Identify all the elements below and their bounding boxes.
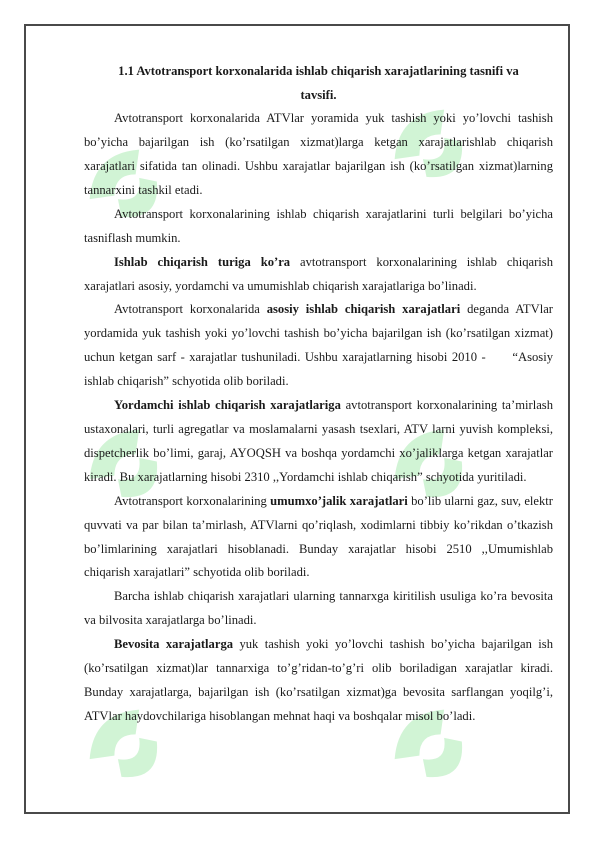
paragraph-4-text-a: Avtotransport korxonalarida xyxy=(114,302,267,317)
paragraph-6 xyxy=(84,490,553,586)
paragraph-5 xyxy=(84,394,553,490)
title-line-1: 1.1 Avtotransport korxonalarida ishlab chiqarish xarajatlarining tasnifi va xyxy=(118,64,519,78)
paragraph-2: Avtotransport korxonalarining ishlab chiqarish xarajatlarini turli belgilari bo’yicha tasniflash mumkin. xyxy=(84,206,553,245)
paragraph-4-text-b: deganda ATVlar yordamida yuk tashish yoki yo’lovchi tashish bo’yicha bajarilgan ish (ko’rsatilgan xizmat) uchun ketgan sarf - xarajatlar tushuniladi. Ushbu xarajatlarning hisobi 2010 - “Asosiy ishlab chiqarish” schyotida olib boriladi. xyxy=(84,302,557,389)
paragraph-4 xyxy=(84,298,557,394)
paragraph-7: Barcha ishlab chiqarish xarajatlari ularning tannarxga kiritilish usuliga ko’ra bevosita va bilvosita xarajatlarga bo’linadi. xyxy=(84,589,553,628)
title-line-2: tavsifi. xyxy=(300,87,337,102)
paragraph-1: Avtotransport korxonalarida ATVlar yoramida yuk tashish yoki yo’lovchi tashish bo’yicha bajarilgan ish (ko’rsatilgan xizmat)larga ketgan xarajatlarishlab chiqarish xarajatlari sifatida tan olinadi. Ushbu xarajatlar bajarilgan ish (ko’rsatilgan xizmat)larning tannarxini tashkil etadi. xyxy=(84,111,553,197)
document-body xyxy=(84,60,557,729)
paragraph-5-text: avtotransport korxonalarining ta’mirlash ustaxonalari, turli agregatlar va moslamalarni yasash tsexlari, ATV larni yuvish kompleksi, dispetcherlik bo’limi, garaj, AYOQSH va boshqa yordamchi xo’jaliklarga ketgan xarajatlar kiradi. Bu xarajatlarning hisobi 2310 ,,Yordamchi ishlab chiqarish” schyotida yuritiladi. xyxy=(84,398,553,484)
paragraph-6-bold: umumxo’jalik xarajatlari xyxy=(270,493,408,508)
section-title xyxy=(84,60,553,107)
paragraph-4-bold: asosiy ishlab chiqarish xarajatlari xyxy=(266,302,461,317)
paragraph-8-bold: Bevosita xarajatlarga xyxy=(114,637,234,652)
paragraph-8 xyxy=(84,633,553,729)
paragraph-6-text-a: Avtotransport korxonalarining xyxy=(114,493,271,508)
paragraph-5-bold: Yordamchi ishlab chiqarish xarajatlariga xyxy=(114,398,341,413)
paragraph-3-text: avtotransport korxonalarining ishlab chiqarish xarajatlari asosiy, yordamchi va umumishlab chiqarish xarajatlariga bo’linadi. xyxy=(84,254,553,293)
paragraph-3 xyxy=(84,251,553,299)
paragraph-6-text-b: bo’lib ularni gaz, suv, elektr quvvati va par bilan ta’mirlash, ATVlarni qo’riqlash, xodimlarni tibbiy ko’rikdan o’tkazish bo’limlarining xarajatlari hisoblanadi. Bunday xarajatlar hisobi 2510 ,,Umumishlab chiqarish xarajatlari” schyotida olib boriladi. xyxy=(84,493,553,580)
paragraph-8-text: yuk tashish yoki yo’lovchi tashish bo’yicha bajarilgan ish (ko’rsatilgan xizmat)lar tannarxiga to’g’ridan-to’g’ri olib boriladigan xarajatlar kiradi. Bunday xarajatlarga, bajarilgan ish (ko’rsatilgan xizmat)ga bevosita sarflangan yoqilg’i, ATVlar haydovchilariga hisoblangan mehnat haqi va boshqalar misol bo’ladi. xyxy=(84,637,553,723)
paragraph-3-bold: Ishlab chiqarish turiga ko’ra xyxy=(114,254,291,269)
